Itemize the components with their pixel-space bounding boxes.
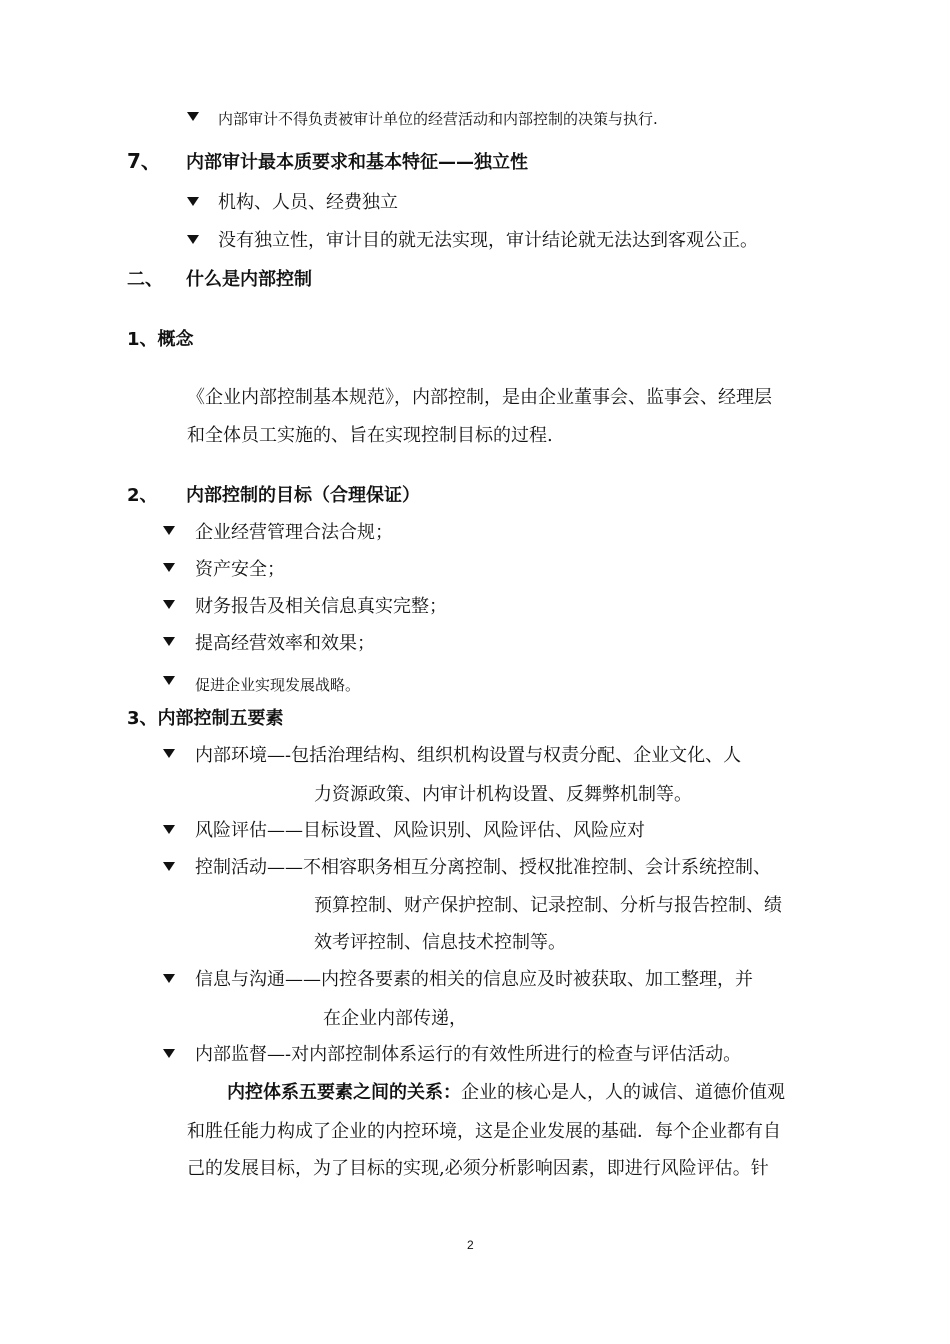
element-line: 预算控制、财产保护控制、记录控制、分析与报告控制、绩: [314, 895, 782, 916]
list-item: 没有独立性，审计目的就无法实现，审计结论就无法达到客观公正。: [218, 230, 758, 251]
paragraph-line: [227, 1082, 785, 1104]
bullet-icon: [163, 526, 175, 535]
element-line: 内部环境—-包括治理结构、组织机构设置与权责分配、企业文化、人: [195, 745, 742, 766]
list-item: 提高经营效率和效果；: [195, 633, 375, 654]
element-line: 风险评估——目标设置、风险识别、风险评估、风险应对: [195, 820, 645, 841]
paragraph-line: 己的发展目标，为了目标的实现,必须分析影响因素，即进行风险评估。针: [187, 1158, 769, 1179]
section-number: 2、: [127, 485, 158, 506]
bullet-icon: [163, 749, 175, 758]
list-item: 资产安全；: [195, 559, 285, 580]
element-line: 力资源政策、内审计机构设置、反舞弊机制等。: [314, 784, 692, 805]
element-line: 内部监督—-对内部控制体系运行的有效性所进行的检查与评估活动。: [195, 1044, 742, 1065]
section-title: 内部控制的目标（合理保证）: [186, 485, 420, 506]
bullet-icon: [187, 235, 199, 244]
bullet-icon: [163, 637, 175, 646]
bullet-icon: [163, 676, 175, 685]
element-line: 信息与沟通——内控各要素的相关的信息应及时被获取、加工整理，并: [195, 969, 753, 990]
element-line: 在企业内部传递，: [323, 1008, 467, 1029]
subsection-heading: 3、内部控制五要素: [127, 708, 284, 729]
relation-label: 内控体系五要素之间的关系：: [227, 1082, 461, 1103]
paragraph-line: 《企业内部控制基本规范》，内部控制，是由企业董事会、监事会、经理层: [187, 387, 772, 408]
bullet-icon: [163, 600, 175, 609]
section-title: 什么是内部控制: [186, 269, 312, 290]
section-number: 7、: [127, 149, 161, 173]
list-item: 财务报告及相关信息真实完整；: [195, 596, 447, 617]
list-item: 促进企业实现发展战略。: [195, 676, 361, 694]
section-title: 内部审计最本质要求和基本特征——独立性: [186, 152, 528, 173]
list-item: 机构、人员、经费独立: [218, 192, 398, 213]
bullet-icon: [163, 563, 175, 572]
bullet-icon: [163, 974, 175, 983]
list-item: 内部审计不得负责被审计单位的经营活动和内部控制的决策与执行.: [218, 110, 658, 128]
list-item: 企业经营管理合法合规；: [195, 522, 393, 543]
relation-text: 企业的核心是人，人的诚信、道德价值观: [461, 1082, 785, 1103]
bullet-icon: [163, 862, 175, 871]
element-line: 效考评控制、信息技术控制等。: [314, 932, 566, 953]
paragraph-line: 和全体员工实施的、旨在实现控制目标的过程.: [187, 425, 553, 446]
bullet-icon: [163, 1049, 175, 1058]
subsection-heading: 1、概念: [127, 329, 194, 350]
page-number: 2: [467, 1238, 474, 1252]
bullet-icon: [187, 112, 199, 121]
bullet-icon: [163, 825, 175, 834]
paragraph-line: 和胜任能力构成了企业的内控环境，这是企业发展的基础．每个企业都有自: [187, 1121, 781, 1142]
bullet-icon: [187, 197, 199, 206]
section-number: 二、: [127, 269, 163, 290]
element-line: 控制活动——不相容职务相互分离控制、授权批准控制、会计系统控制、: [195, 857, 771, 878]
